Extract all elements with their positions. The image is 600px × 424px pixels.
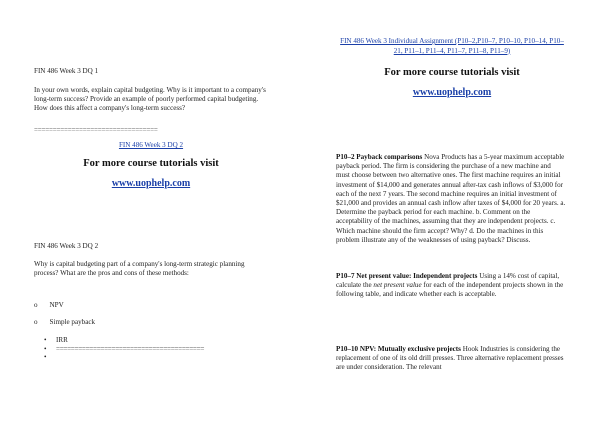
list-item: • IRR bbox=[44, 336, 68, 344]
problem-p10-2 bbox=[336, 153, 566, 245]
bullet-icon: • bbox=[44, 353, 47, 362]
dq1-title: FIN 486 Week 3 DQ 1 bbox=[34, 67, 99, 75]
list-item: • ======================================== bbox=[44, 344, 205, 353]
bullet-icon: • bbox=[44, 344, 47, 353]
circle-bullet-icon: o bbox=[34, 318, 38, 326]
problem-text: Hook Industries is considering the replacement of one of its old drill presses. Three alternative replacement presses are under consideration. The relevant bbox=[336, 345, 564, 372]
circle-bullet-icon: o bbox=[34, 301, 38, 309]
emphasis-text: net present value bbox=[373, 281, 422, 290]
list-item-label: Simple payback bbox=[49, 318, 96, 326]
tutorials-heading: For more course tutorials visit bbox=[384, 67, 520, 78]
problem-p10-10 bbox=[336, 345, 566, 373]
separator: ================================= bbox=[34, 126, 158, 134]
problem-text: Nova Products has a 5-year maximum acceptable payback period. The firm is considering the purchase of a new machine and must choose between two alternative ones. The first machine requires an initial investment of $14,000 and generates annual after-tax cash inflows of $3,000 for each of the next 7 years. The second machine requires an initial investment of $21,000 and provides an annual cash inflow after taxes of $4,000 for 20 years. a. Determine the payback period for each machine. b. Comment on the acceptability of the machines, assuming that they are independent projects. c. Which machine should the firm accept? Why? d. Do the machines in this problem illustrate any of the weaknesses of using payback? Discuss. bbox=[336, 153, 566, 244]
problem-title: P10–7 Net present value: Independent projects bbox=[336, 272, 478, 280]
problem-title: P10–2 Payback comparisons bbox=[336, 153, 423, 161]
problem-title: P10–10 NPV: Mutually exclusive projects bbox=[336, 345, 461, 353]
dq1-question: In your own words, explain capital budgeting. Why is it important to a company's long-term success? Provide an example of poorly performed capital budgeting. How does this affect a company's long-term success? bbox=[34, 86, 266, 113]
dq2-question: Why is capital budgeting part of a company's long-term strategic planning process? What are the pros and cons of these methods: bbox=[34, 260, 245, 278]
tutorials-heading: For more course tutorials visit bbox=[83, 158, 219, 169]
assignment-link[interactable]: FIN 486 Week 3 Individual Assignment (P10–2,P10–7, P10–10, P10–14, P10–21, P11–1, P11–4, P11–7, P11–8, P11–9) bbox=[340, 37, 564, 55]
bullet-icon: • bbox=[44, 336, 47, 344]
bullet-list bbox=[40, 336, 280, 362]
dq2-link[interactable]: FIN 486 Week 3 DQ 2 bbox=[118, 141, 184, 149]
list-item-npv bbox=[34, 301, 64, 310]
problem-p10-7: P10–7 Net present value: Independent projects Using a 14% cost of capital, calculate the net present value for each of the independent projects shown in the following table, and indicate whether each is acceptable. bbox=[336, 272, 564, 299]
list-item-simple-payback bbox=[34, 318, 95, 327]
uophelp-link[interactable]: www.uophelp.com bbox=[412, 87, 492, 98]
dq2-title: FIN 486 Week 3 DQ 2 bbox=[34, 242, 99, 250]
uophelp-link[interactable]: www.uophelp.com bbox=[111, 178, 191, 189]
list-item-label: NPV bbox=[49, 301, 64, 309]
